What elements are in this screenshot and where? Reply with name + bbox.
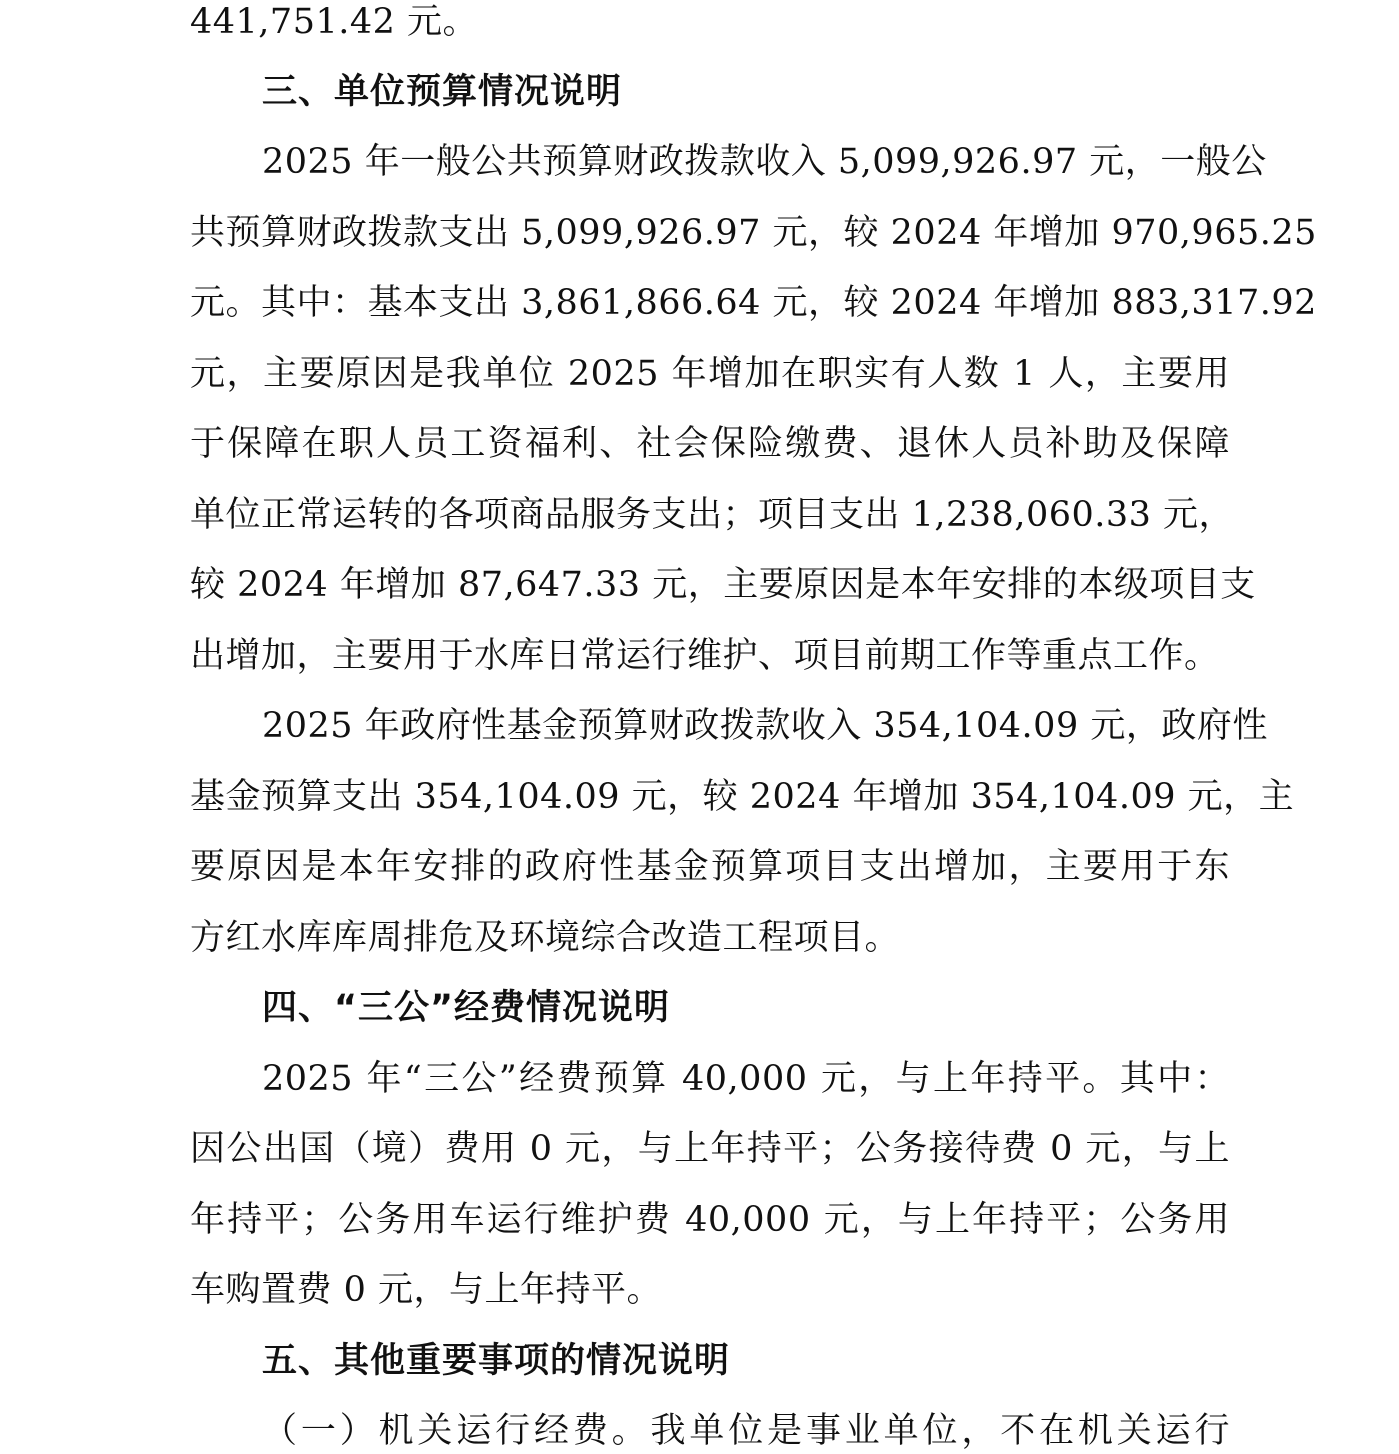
section-3-para-1-line: 于保障在职人员工资福利、社会保险缴费、退休人员补助及保障	[190, 424, 1230, 464]
section-4-heading: 四、“三公”经费情况说明	[262, 988, 671, 1028]
continuation-line: 441,751.42 元。	[190, 2, 479, 42]
section-3-para-2-line: 要原因是本年安排的政府性基金预算项目支出增加，主要用于东	[190, 847, 1230, 887]
section-4-para-line: 2025 年“三公”经费预算 40,000 元，与上年持平。其中：	[262, 1059, 1230, 1099]
section-3-para-1-line: 共预算财政拨款支出 5,099,926.97 元，较 2024 年增加 970,965.25	[190, 213, 1317, 253]
section-3-para-1-line: 出增加，主要用于水库日常运行维护、项目前期工作等重点工作。	[190, 636, 1220, 676]
section-3-para-2-line: 方红水库库周排危及环境综合改造工程项目。	[190, 918, 901, 958]
section-4-para-line: 年持平；公务用车运行维护费 40,000 元，与上年持平；公务用	[190, 1200, 1230, 1240]
section-5-heading: 五、其他重要事项的情况说明	[262, 1341, 731, 1381]
section-3-para-1-line: 2025 年一般公共预算财政拨款收入 5,099,926.97 元，一般公	[262, 142, 1267, 182]
section-5-para-line: （一）机关运行经费。我单位是事业单位，不在机关运行	[262, 1411, 1230, 1451]
section-4-para-line: 车购置费 0 元，与上年持平。	[190, 1270, 663, 1310]
section-3-para-2-line: 基金预算支出 354,104.09 元，较 2024 年增加 354,104.09 元，主	[190, 777, 1295, 817]
section-4-para-line: 因公出国（境）费用 0 元，与上年持平；公务接待费 0 元，与上	[190, 1129, 1230, 1169]
section-3-para-1-line: 较 2024 年增加 87,647.33 元，主要原因是本年安排的本级项目支	[190, 565, 1256, 605]
section-3-para-2-line: 2025 年政府性基金预算财政拨款收入 354,104.09 元，政府性	[262, 706, 1268, 746]
section-3-heading: 三、单位预算情况说明	[262, 72, 623, 112]
section-3-para-1-line: 元。其中：基本支出 3,861,866.64 元，较 2024 年增加 883,317.92	[190, 283, 1317, 323]
section-3-para-1-line: 单位正常运转的各项商品服务支出；项目支出 1,238,060.33 元，	[190, 495, 1235, 535]
section-3-para-1-line: 元，主要原因是我单位 2025 年增加在职实有人数 1 人，主要用	[190, 354, 1230, 394]
